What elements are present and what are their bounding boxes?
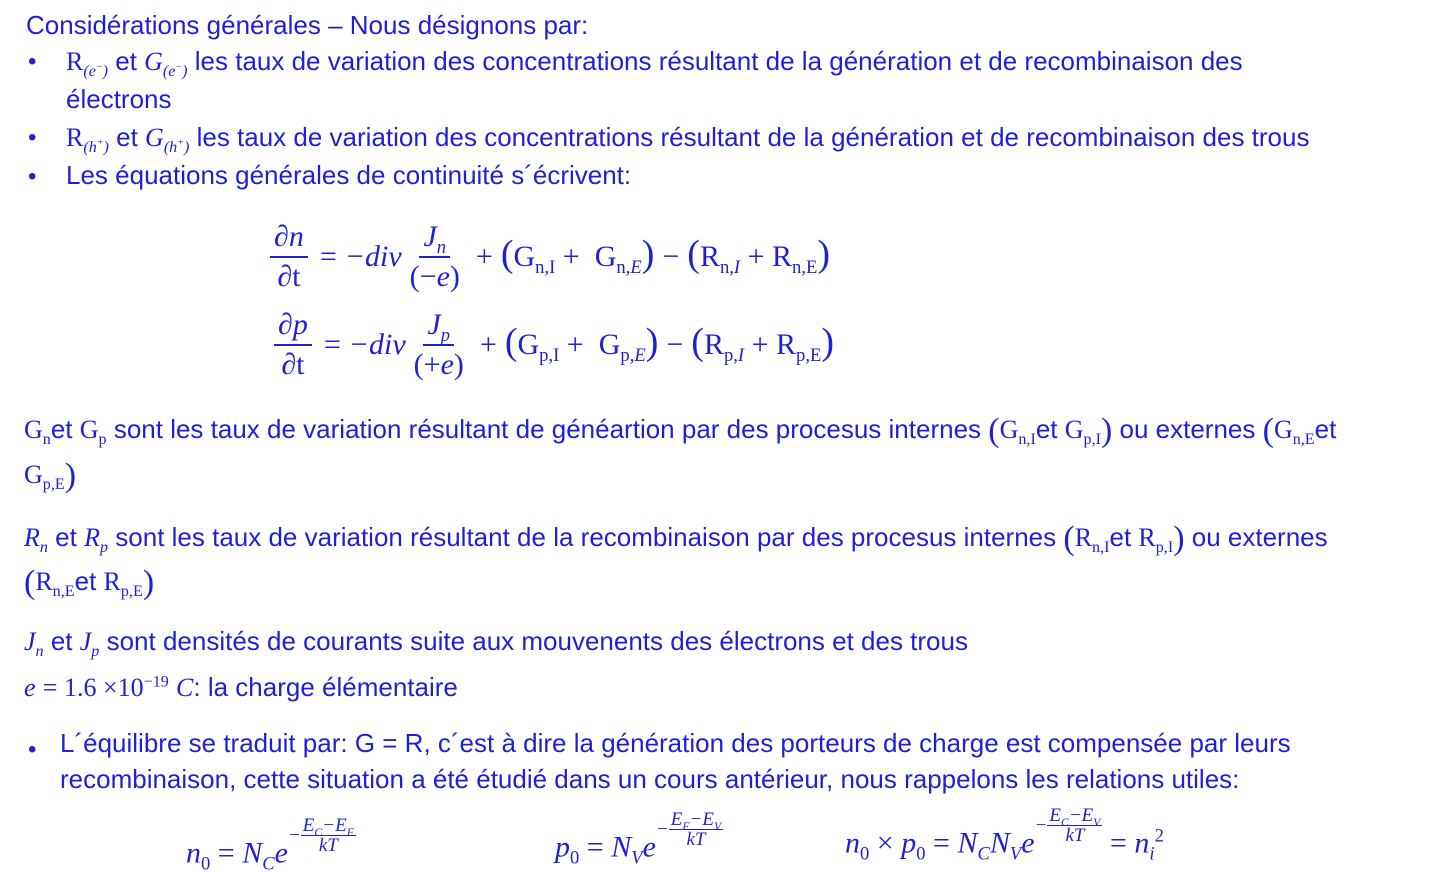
continuity-equation-holes: $\frac{\partial p}{\partial t}$ = −div $\frac{J_p}{(+e)}$ + $(G_{p,I} + G_{p,E})$ − $(R_{p,I} + R_{p,E})$	[270, 308, 834, 382]
heading-dash: –	[320, 10, 350, 40]
bullet-1-et: et	[107, 46, 145, 76]
para-g-text1: sont les taux de variation résultant de généartion par des procesus internes	[106, 414, 989, 444]
paragraph-generation: $G_net$ $G_p$ sont les taux de variation résultant de généartion par des procesus internes ($G_{n,I}et$ $G_{p,I}$) ou externes ($G_{n,E}et$	[24, 412, 1337, 449]
word-et: et	[43, 626, 80, 656]
para-g-text2: ou externes	[1112, 414, 1263, 444]
bullet-1	[66, 42, 1243, 81]
bullet-1-continuation: électrons	[66, 84, 172, 114]
charge-text: : la charge élémentaire	[193, 672, 458, 702]
paragraph-current-density: $J_n$ et $J_p$ sont densités de courants suite aux mouvenents des électrons et des trous	[24, 626, 968, 661]
word-et: et	[1109, 522, 1132, 552]
symbol-g-electron: $G_{(e^-)}$	[144, 47, 188, 81]
word-et: et	[74, 566, 97, 596]
bullet-dot-3: •	[28, 163, 37, 190]
paragraph-recombination-cont: ($R_{n,E}et$ $R_{p,E}$)	[24, 564, 155, 601]
bullet-3: Les équations générales de continuité s´écrivent:	[66, 160, 632, 190]
relation-n0: $n_0 = N_Ce$ − $\frac{E_C-E_F}{kT}$	[186, 815, 354, 875]
eq1-flux-fraction: $\frac{J_n}{(-e)}$	[409, 220, 460, 293]
eq2-lhs-fraction: $\frac{\partial p}{\partial t}$	[274, 308, 312, 382]
word-et: et	[1035, 414, 1058, 444]
bullet-2-et: et	[108, 122, 146, 152]
bullet-4-line-2: recombinaison, cette situation a été étudié dans un cours antérieur, nous rappelons les relations utiles:	[60, 764, 1240, 794]
para-r-text1: sont les taux de variation résultant de la recombinaison par des procesus internes	[108, 522, 1064, 552]
symbol-r-electron: $R_{(e^-)}$	[66, 47, 108, 81]
charge-exponent: −19	[143, 673, 169, 691]
bullet-dot-4: •	[28, 736, 37, 763]
bullet-2-text: les taux de variation des concentrations résultant de la génération et de recombinaison des trous	[189, 122, 1310, 152]
relation-p0: $p_0 = N_Ve$ − $\frac{E_F-E_V}{kT}$	[555, 809, 722, 869]
charge-unit: C	[176, 673, 194, 702]
word-et: et	[1314, 414, 1337, 444]
word-et: et	[50, 414, 73, 444]
bullet-dot-1: •	[28, 48, 37, 75]
symbol-r-hole: $R_{(h^+)}$	[66, 123, 109, 157]
relation-mass-action: $n_0 \times p_0 = N_CN_Ve$ − $\frac{E_C-E_V}{kT}$ = $n_i^2$	[845, 805, 1164, 865]
continuity-equation-electrons: $\frac{\partial n}{\partial t}$ = −div $\frac{J_n}{(-e)}$ + $(G_{n,I} + G_{n,E})$ − $(R_{n,I} + R_{n,E})$	[266, 220, 830, 294]
word-et: et	[47, 522, 85, 552]
charge-value: = 1.6 ×10	[42, 673, 144, 702]
heading-intro: Nous désignons par:	[349, 10, 589, 40]
heading-title: Considérations générales	[26, 10, 321, 40]
bullet-4-line-1: L´équilibre se traduit par: G = R, c´est à dire la génération des porteurs de charge est compensée par leurs	[60, 728, 1291, 758]
symbol-g-hole: $G_{(h^+)}$	[145, 123, 190, 157]
bullet-dot-2: •	[28, 124, 37, 151]
section-heading	[26, 6, 588, 44]
para-r-text2: ou externes	[1184, 522, 1328, 552]
bullet-2	[66, 118, 1309, 157]
bullet-1-text: les taux de variation des concentrations résultant de la génération et de recombinaison des	[187, 46, 1243, 76]
para-j-text: sont densités de courants suite aux mouvenents des électrons et des trous	[99, 626, 968, 656]
eq2-flux-fraction: $\frac{J_p}{(+e)}$	[413, 308, 464, 381]
paragraph-elementary-charge: $e = 1.6 \times 10^{-19}$ C: la charge élémentaire	[24, 672, 458, 702]
paragraph-generation-cont: $G_{p,E}$)	[24, 457, 77, 494]
eq1-lhs-fraction: $\frac{\partial n}{\partial t}$	[270, 220, 308, 294]
paragraph-recombination: $R_n$ et $R_p$ sont les taux de variation résultant de la recombinaison par des procesus internes ($R_{n,I}et$ $R_{p,I}$) ou externes	[24, 520, 1328, 557]
